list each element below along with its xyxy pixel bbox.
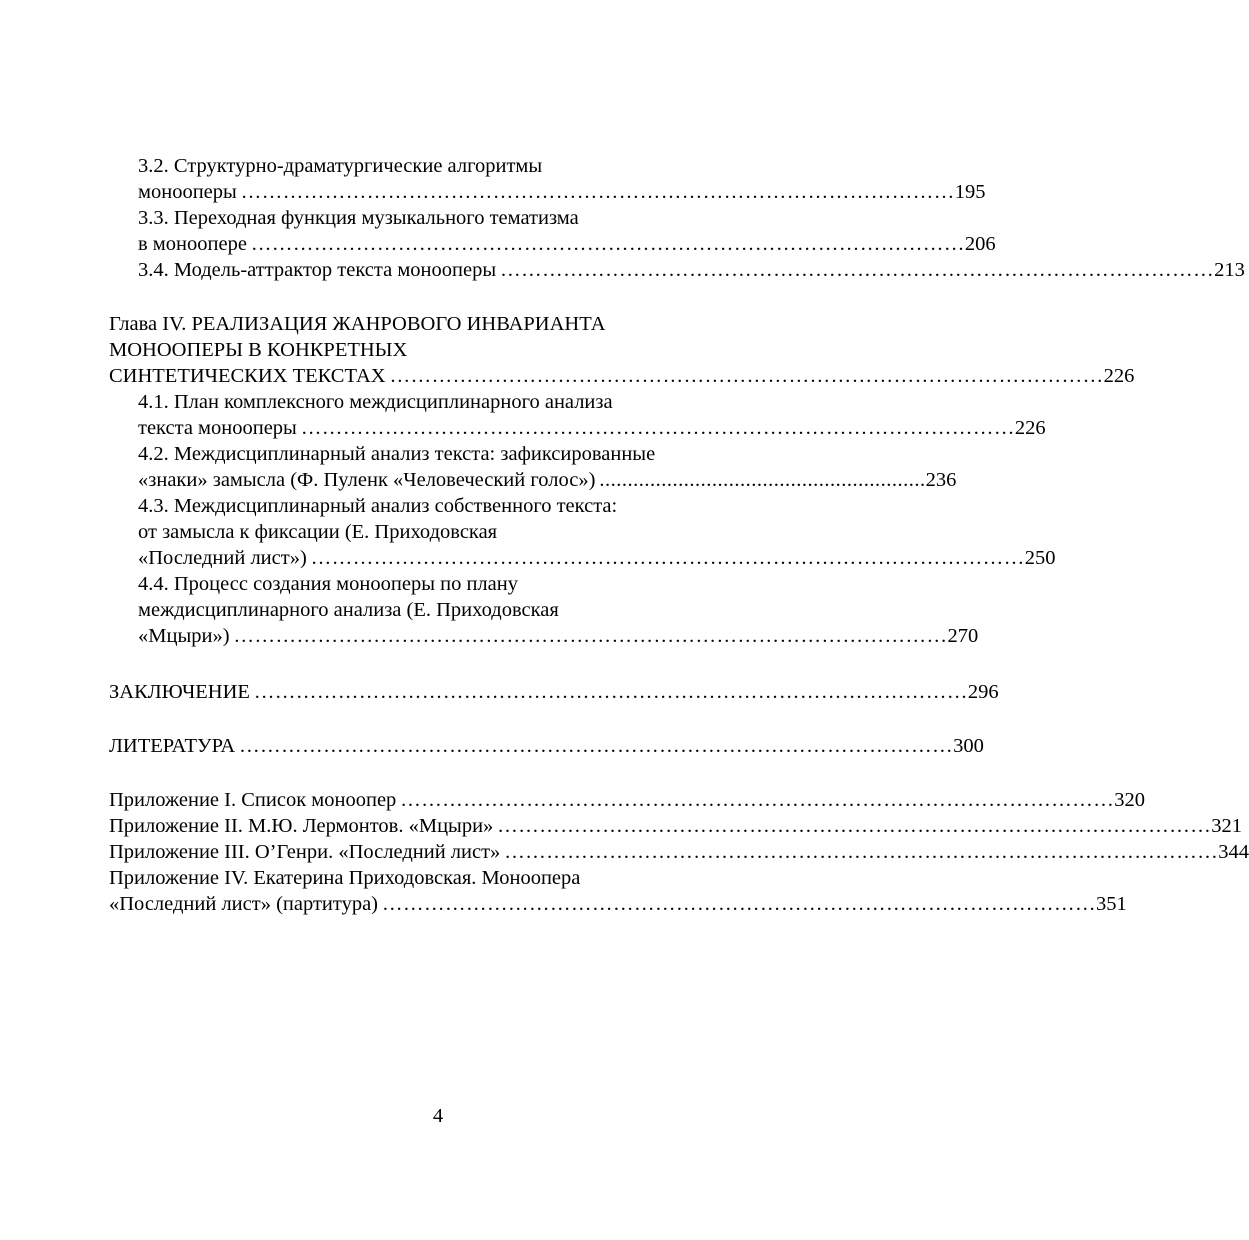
toc-page-number: 270 (947, 625, 979, 647)
leader-dots: ………………………………………………………………………………………… (310, 547, 1025, 569)
toc-page-number: 213 (1214, 259, 1245, 281)
toc-entry-title: СИНТЕТИЧЕСКИХ ТЕКСТАХ (109, 365, 386, 387)
toc-entry-3-3[interactable] (138, 231, 996, 257)
toc-entry-appendix-3[interactable] (109, 839, 1249, 865)
toc-3-3-line1: 3.3. Переходная функция музыкального тематизма (138, 207, 579, 229)
leader-dots: ………………………………………………………………………………………… (500, 259, 1215, 281)
toc-entry-title: текста монооперы (138, 417, 297, 439)
toc-page-number: 351 (1096, 893, 1127, 915)
toc-page-number: 226 (1014, 417, 1046, 439)
toc-entry-title: в моноопере (138, 233, 247, 255)
leader-dots: ………………………………………………………………………………………… (300, 417, 1015, 439)
toc-appendix-4-line1: Приложение IV. Екатерина Приходовская. Моноопера (109, 867, 581, 889)
toc-entry-title: монооперы (138, 181, 237, 203)
toc-entry-4-2[interactable] (138, 467, 957, 493)
toc-4-4-line1: 4.4. Процесс создания монооперы по плану (138, 573, 518, 595)
toc-entry-title: «Мцыри») (138, 625, 230, 647)
toc-chapter-4-line1: Глава IV. РЕАЛИЗАЦИЯ ЖАНРОВОГО ИНВАРИАНТА (109, 313, 606, 335)
toc-entry-3-4[interactable] (138, 257, 1245, 283)
leader-dots: .......................................................... (599, 469, 926, 491)
toc-4-4-line2: междисциплинарного анализа (Е. Приходовская (138, 599, 559, 621)
toc-entry-conclusion[interactable] (109, 679, 999, 705)
toc-3-2-line1: 3.2. Структурно-драматургические алгоритмы (138, 155, 543, 177)
toc-entry-title: Приложение II. М.Ю. Лермонтов. «Мцыри» (109, 815, 494, 837)
toc-page-number: 236 (925, 469, 957, 491)
toc-entry-appendix-4[interactable] (109, 891, 1127, 917)
toc-entry-4-1[interactable] (138, 415, 1046, 441)
toc-entry-title: Приложение III. О’Генри. «Последний лист» (109, 841, 501, 863)
leader-dots: ………………………………………………………………………………………… (504, 841, 1219, 863)
toc-entry-title: Приложение I. Список моноопер (109, 789, 397, 811)
toc-4-3-line2: от замысла к фиксации (Е. Приходовская (138, 521, 498, 543)
toc-chapter-4-line2: МОНООПЕРЫ В КОНКРЕТНЫХ (109, 339, 408, 361)
leader-dots: ………………………………………………………………………………………… (233, 625, 948, 647)
toc-4-1-line1: 4.1. План комплексного междисциплинарного анализа (138, 391, 613, 413)
toc-page-number: 344 (1218, 841, 1249, 863)
toc-entry-literature[interactable] (109, 733, 984, 759)
toc-entry-3-2[interactable] (138, 179, 986, 205)
toc-entry-4-3[interactable] (138, 545, 1056, 571)
toc-page-number: 320 (1114, 789, 1146, 811)
leader-dots: ………………………………………………………………………………………… (250, 233, 965, 255)
toc-entry-appendix-2[interactable] (109, 813, 1243, 839)
leader-dots: ………………………………………………………………………………………… (389, 365, 1104, 387)
toc-page-number: 321 (1211, 815, 1243, 837)
toc-entry-title: «Последний лист» (партитура) (109, 893, 378, 915)
toc-entry-chapter-4[interactable] (109, 363, 1135, 389)
leader-dots: ………………………………………………………………………………………… (239, 735, 954, 757)
page-number: 4 (432, 1105, 444, 1127)
toc-page-number: 226 (1103, 365, 1135, 387)
leader-dots: ………………………………………………………………………………………… (497, 815, 1212, 837)
toc-4-2-line1: 4.2. Междисциплинарный анализ текста: зафиксированные (138, 443, 656, 465)
toc-page-number: 300 (953, 735, 984, 757)
leader-dots: ………………………………………………………………………………………… (253, 681, 968, 703)
toc-entry-title: ЛИТЕРАТУРА (109, 735, 236, 757)
toc-page-number: 296 (967, 681, 999, 703)
toc-entry-title: ЗАКЛЮЧЕНИЕ (109, 681, 250, 703)
leader-dots: ………………………………………………………………………………………… (240, 181, 955, 203)
toc-page-number: 195 (954, 181, 986, 203)
toc-4-3-line1: 4.3. Междисциплинарный анализ собственного текста: (138, 495, 618, 517)
toc-page-number: 206 (964, 233, 996, 255)
toc-entry-title: «Последний лист») (138, 547, 307, 569)
toc-entry-title: «знаки» замысла (Ф. Пуленк «Человеческий голос») (138, 469, 596, 491)
toc-entry-4-4[interactable] (138, 623, 979, 649)
leader-dots: ………………………………………………………………………………………… (382, 893, 1096, 915)
toc-page-number: 250 (1024, 547, 1056, 569)
toc-entry-title: 3.4. Модель-аттрактор текста монооперы (138, 259, 497, 281)
leader-dots: ………………………………………………………………………………………… (400, 789, 1115, 811)
toc-entry-appendix-1[interactable] (109, 787, 1146, 813)
